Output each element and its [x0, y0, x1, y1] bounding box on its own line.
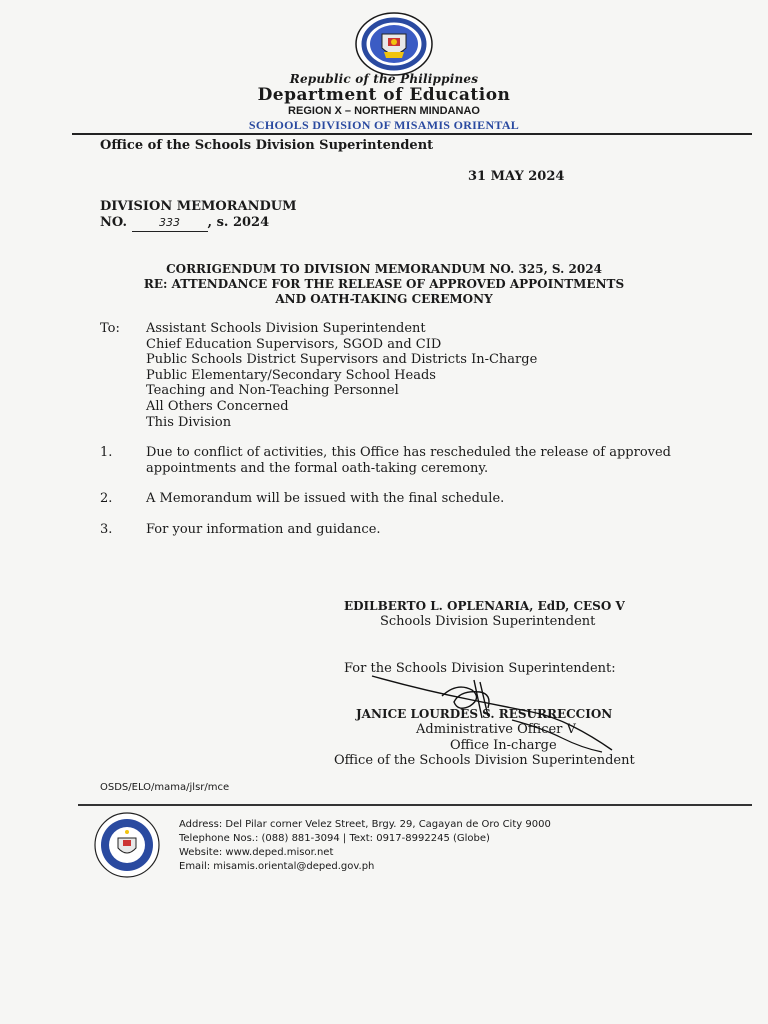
memo-number-line: [100, 215, 297, 232]
recipient-item: Chief Education Supervisors, SGOD and CID: [146, 336, 442, 352]
recipient-item: Public Elementary/Secondary School Heads: [146, 367, 436, 383]
memo-title: DIVISION MEMORANDUM: [100, 199, 297, 214]
item-number: 2.: [100, 491, 113, 506]
region-heading: REGION X – NORTHERN MINDANAO: [288, 105, 480, 117]
recipient-item: All Others Concerned: [146, 398, 289, 414]
reference-code: OSDS/ELO/mama/jlsr/mce: [100, 782, 230, 793]
office-heading: Office of the Schools Division Superintendent: [100, 138, 434, 153]
recipient-list: [146, 321, 537, 430]
recipient-item: Assistant Schools Division Superintendent: [146, 321, 426, 336]
deped-seal-footer-logo: [94, 812, 160, 878]
memo-subject: [84, 262, 684, 307]
department-heading: Department of Education: [257, 85, 511, 105]
subject-line-2: RE: ATTENDANCE FOR THE RELEASE OF APPROVED APPOINTMENTS: [143, 277, 625, 291]
signatory2-name: JANICE LOURDES S. RESURRECCION: [356, 707, 613, 721]
recipient-item: This Division: [146, 414, 232, 430]
to-label: To:: [100, 321, 120, 336]
item-number: 3.: [100, 522, 113, 537]
deped-seal-logo: [354, 12, 434, 76]
footer-telephone: Telephone Nos.: (088) 881-3094 | Text: 0917-8992245 (Globe): [179, 833, 490, 844]
signatory-title: Schools Division Superintendent: [380, 614, 596, 629]
footer-contact: [179, 818, 551, 874]
memo-no-label: NO.: [100, 215, 127, 230]
footer-email: Email: misamis.oriental@deped.gov.ph: [179, 861, 375, 872]
division-heading: SCHOOLS DIVISION OF MISAMIS ORIENTAL: [248, 118, 520, 132]
footer-website: Website: www.deped.misor.net: [179, 847, 334, 858]
memo-series: , s. 2024: [207, 215, 270, 230]
footer-address: Address: Del Pilar corner Velez Street, Brgy. 29, Cagayan de Oro City 9000: [179, 819, 551, 830]
recipient-item: Teaching and Non-Teaching Personnel: [146, 383, 399, 399]
signatory2-title-line2: Office In-charge: [450, 738, 557, 753]
item-text: A Memorandum will be issued with the final schedule.: [146, 491, 505, 506]
footer-divider: [78, 804, 752, 806]
handwritten-signature: [362, 668, 622, 760]
item-number: 1.: [100, 445, 113, 460]
subject-line-1: CORRIGENDUM TO DIVISION MEMORANDUM NO. 325, S. 2024: [166, 262, 602, 276]
signatory2-title-line3: Office of the Schools Division Superintendent: [334, 753, 635, 768]
subject-line-3: AND OATH-TAKING CEREMONY: [275, 292, 493, 306]
memo-date: 31 MAY 2024: [468, 169, 565, 184]
signatory2-title-line1: Administrative Officer V: [416, 722, 576, 737]
for-sds-label: For the Schools Division Superintendent:: [344, 661, 616, 676]
recipient-item: Public Schools District Supervisors and Districts In-Charge: [146, 352, 538, 368]
item-text: Due to conflict of activities, this Office has rescheduled the release of approved appointments and the formal oath-taking ceremony.: [146, 445, 672, 476]
item-text: For your information and guidance.: [146, 522, 381, 537]
republic-heading: Republic of the Philippines: [289, 72, 479, 86]
memo-no-value: 333: [132, 215, 208, 232]
signatory-name: EDILBERTO L. OPLENARIA, EdD, CESO V: [344, 599, 625, 613]
memo-number-block: [100, 199, 297, 232]
header-divider: [72, 133, 752, 135]
